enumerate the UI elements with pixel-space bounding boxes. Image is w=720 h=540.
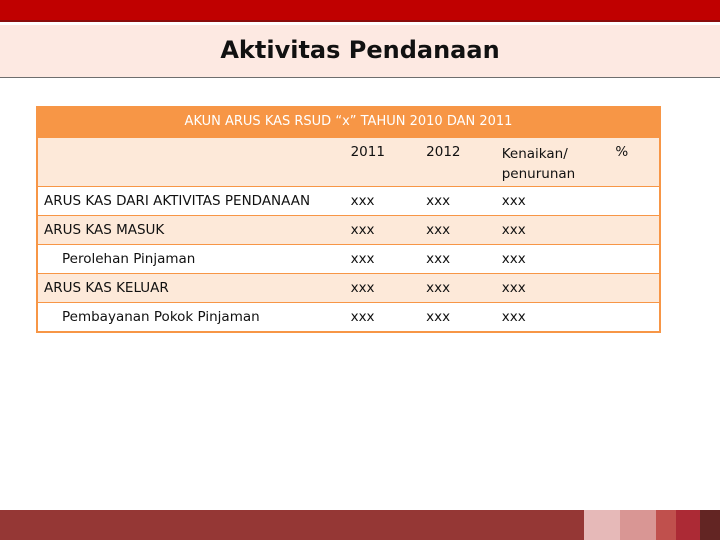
cell-change: xxx bbox=[494, 274, 604, 303]
row-label: Perolehan Pinjaman bbox=[37, 245, 343, 274]
row-label: ARUS KAS KELUAR bbox=[37, 274, 343, 303]
column-header-percent: % bbox=[603, 137, 660, 187]
cell-change: xxx bbox=[494, 187, 604, 216]
top-accent-bar bbox=[0, 0, 720, 22]
cell-percent bbox=[603, 303, 660, 333]
table-row bbox=[37, 245, 660, 274]
cell-2012: xxx bbox=[418, 303, 494, 333]
footer-segment bbox=[700, 510, 720, 540]
cell-2012: xxx bbox=[418, 245, 494, 274]
cell-change: xxx bbox=[494, 303, 604, 333]
footer-segment bbox=[656, 510, 676, 540]
footer-color-strip bbox=[0, 510, 720, 540]
column-header-row bbox=[37, 137, 660, 187]
footer-segment bbox=[584, 510, 620, 540]
table-header-row bbox=[37, 107, 660, 137]
footer-segment bbox=[0, 510, 330, 540]
column-header-2011: 2011 bbox=[343, 137, 419, 187]
column-header-change: Kenaikan/ penurunan bbox=[494, 137, 604, 187]
column-header-2012: 2012 bbox=[418, 137, 494, 187]
footer-segment bbox=[676, 510, 700, 540]
table-row bbox=[37, 187, 660, 216]
row-label: Pembayanan Pokok Pinjaman bbox=[37, 303, 343, 333]
cell-percent bbox=[603, 274, 660, 303]
footer-segment bbox=[620, 510, 656, 540]
cell-percent bbox=[603, 187, 660, 216]
cell-2011: xxx bbox=[343, 303, 419, 333]
cell-2011: xxx bbox=[343, 274, 419, 303]
table-row bbox=[37, 303, 660, 333]
cell-change: xxx bbox=[494, 245, 604, 274]
table-row bbox=[37, 216, 660, 245]
footer-segment bbox=[330, 510, 584, 540]
cash-flow-table bbox=[36, 106, 661, 333]
row-label: ARUS KAS MASUK bbox=[37, 216, 343, 245]
row-label: ARUS KAS DARI AKTIVITAS PENDANAAN bbox=[37, 187, 343, 216]
cell-2012: xxx bbox=[418, 274, 494, 303]
cell-2012: xxx bbox=[418, 187, 494, 216]
cell-2012: xxx bbox=[418, 216, 494, 245]
slide-title: Aktivitas Pendanaan bbox=[220, 36, 500, 64]
cell-2011: xxx bbox=[343, 187, 419, 216]
cell-change: xxx bbox=[494, 216, 604, 245]
column-header-label bbox=[37, 137, 343, 187]
table-header: AKUN ARUS KAS RSUD “x” TAHUN 2010 DAN 2011 bbox=[37, 107, 660, 137]
cell-2011: xxx bbox=[343, 216, 419, 245]
cell-percent bbox=[603, 245, 660, 274]
cell-percent bbox=[603, 216, 660, 245]
cell-2011: xxx bbox=[343, 245, 419, 274]
table-row bbox=[37, 274, 660, 303]
